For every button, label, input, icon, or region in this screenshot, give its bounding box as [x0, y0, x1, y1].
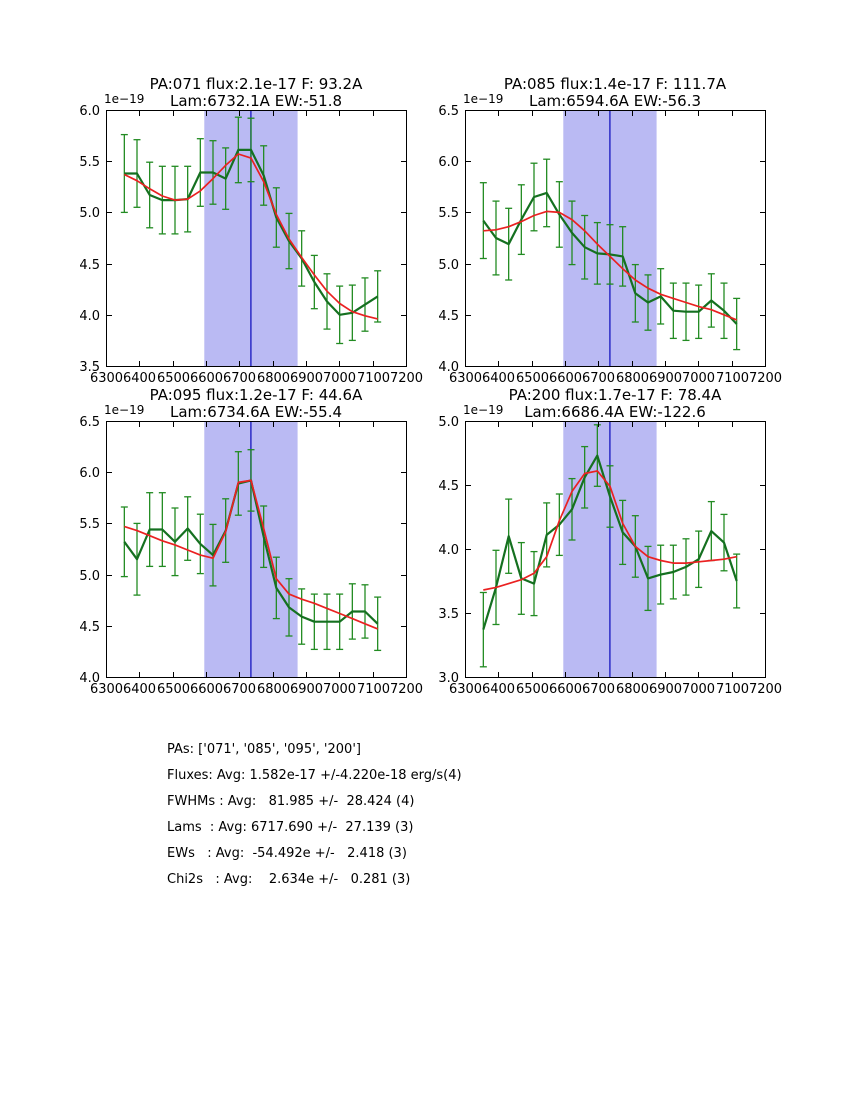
x-tick-label: 6700	[581, 682, 616, 697]
y-tick-label: 5.0	[438, 258, 459, 273]
y-offset-label: 1e−19	[463, 92, 504, 106]
y-tick-label: 6.0	[438, 155, 459, 170]
subplot-subtitle: Lam:6732.1A EW:-51.8	[169, 92, 343, 110]
subplot-pa-200	[438, 386, 782, 697]
y-tick-label: 3.5	[79, 360, 100, 375]
y-tick-label: 5.0	[79, 206, 100, 221]
summary-line-pas: PAs: ['071', '085', '095', '200']	[167, 742, 361, 757]
y-tick-label: 5.0	[438, 415, 459, 430]
x-tick-label: 6300	[89, 682, 124, 697]
y-tick-label: 4.5	[438, 479, 459, 494]
y-tick-label: 5.5	[79, 155, 100, 170]
x-tick-label: 7000	[681, 682, 716, 697]
y-offset-label: 1e−19	[463, 403, 504, 417]
summary-line-chi2s: Chi2s : Avg: 2.634e +/- 0.281 (3)	[167, 872, 411, 887]
x-tick-label: 7200	[389, 682, 424, 697]
x-tick-label: 6500	[515, 682, 550, 697]
subplot-title: PA:200 flux:1.7e-17 F: 78.4A	[508, 386, 722, 404]
x-tick-label: 6600	[548, 682, 583, 697]
x-tick-label: 6800	[615, 371, 650, 386]
y-tick-label: 4.0	[79, 671, 100, 686]
subplot-subtitle: Lam:6686.4A EW:-122.6	[524, 403, 706, 421]
summary-line-fluxes: Fluxes: Avg: 1.582e-17 +/-4.220e-18 erg/s(4)	[167, 768, 462, 783]
x-tick-label: 6500	[156, 371, 191, 386]
x-tick-label: 6500	[515, 371, 550, 386]
x-tick-label: 6600	[548, 371, 583, 386]
x-tick-label: 6800	[615, 682, 650, 697]
x-tick-label: 6900	[648, 371, 683, 386]
x-tick-label: 6700	[222, 682, 257, 697]
y-tick-label: 3.5	[438, 607, 459, 622]
subplot-pa-071	[79, 75, 423, 386]
subplot-title: PA:071 flux:2.1e-17 F: 93.2A	[149, 75, 363, 93]
x-tick-label: 7000	[681, 371, 716, 386]
y-offset-label: 1e−19	[104, 403, 145, 417]
y-tick-label: 4.0	[438, 360, 459, 375]
x-tick-label: 7200	[748, 371, 783, 386]
x-tick-label: 7200	[389, 371, 424, 386]
y-tick-label: 6.0	[79, 104, 100, 119]
y-tick-label: 4.0	[438, 543, 459, 558]
subplot-title: PA:085 flux:1.4e-17 F: 111.7A	[503, 75, 727, 93]
x-tick-label: 6600	[189, 682, 224, 697]
x-tick-label: 6700	[581, 371, 616, 386]
y-tick-label: 5.5	[79, 517, 100, 532]
subplot-subtitle: Lam:6594.6A EW:-56.3	[528, 92, 702, 110]
x-tick-label: 6400	[122, 371, 157, 386]
y-tick-label: 4.5	[79, 258, 100, 273]
subplot-pa-085	[438, 75, 782, 386]
x-tick-label: 6500	[156, 682, 191, 697]
summary-line-ews: EWs : Avg: -54.492e +/- 2.418 (3)	[167, 846, 407, 861]
y-tick-label: 6.0	[79, 466, 100, 481]
summary-line-fwhms: FWHMs : Avg: 81.985 +/- 28.424 (4)	[167, 794, 415, 809]
x-tick-label: 7100	[715, 371, 750, 386]
y-tick-label: 6.5	[438, 104, 459, 119]
x-tick-label: 7100	[356, 682, 391, 697]
x-tick-label: 6400	[122, 682, 157, 697]
x-tick-label: 6900	[289, 371, 324, 386]
x-tick-label: 6300	[448, 682, 483, 697]
x-tick-label: 6600	[189, 371, 224, 386]
x-tick-label: 7000	[322, 682, 357, 697]
x-tick-label: 6800	[256, 371, 291, 386]
subplot-subtitle: Lam:6734.6A EW:-55.4	[169, 403, 343, 421]
x-tick-label: 7100	[356, 371, 391, 386]
x-tick-label: 7100	[715, 682, 750, 697]
x-tick-label: 7000	[322, 371, 357, 386]
subplot-pa-095	[79, 386, 423, 697]
y-tick-label: 4.0	[79, 309, 100, 324]
x-tick-label: 6900	[648, 682, 683, 697]
fit-summary	[167, 737, 462, 893]
y-tick-label: 5.0	[79, 569, 100, 584]
x-tick-label: 6800	[256, 682, 291, 697]
x-tick-label: 7200	[748, 682, 783, 697]
y-tick-label: 4.5	[79, 620, 100, 635]
y-tick-label: 6.5	[79, 415, 100, 430]
x-tick-label: 6300	[89, 371, 124, 386]
y-tick-label: 3.0	[438, 671, 459, 686]
x-tick-label: 6400	[481, 371, 516, 386]
y-tick-label: 5.5	[438, 206, 459, 221]
x-tick-label: 6700	[222, 371, 257, 386]
summary-line-lams: Lams : Avg: 6717.690 +/- 27.139 (3)	[167, 820, 414, 835]
subplot-title: PA:095 flux:1.2e-17 F: 44.6A	[149, 386, 363, 404]
x-tick-label: 6900	[289, 682, 324, 697]
y-offset-label: 1e−19	[104, 92, 145, 106]
y-tick-label: 4.5	[438, 309, 459, 324]
x-tick-label: 6400	[481, 682, 516, 697]
x-tick-label: 6300	[448, 371, 483, 386]
